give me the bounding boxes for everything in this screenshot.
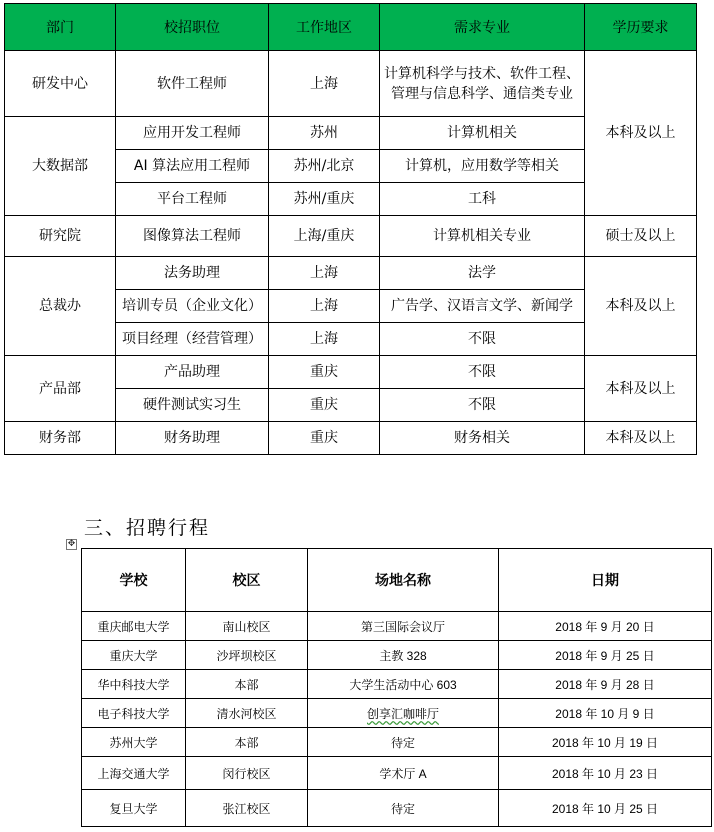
major-cell	[380, 51, 585, 117]
position-cell: 图像算法工程师	[116, 216, 269, 257]
education-cell: 硕士及以上	[585, 216, 697, 257]
venue-text-spellcheck[interactable]: 创享汇咖啡厅	[366, 706, 439, 721]
venue-cell: 主教 328	[308, 641, 499, 670]
header-work-area: 工作地区	[269, 4, 380, 51]
venue-cell: 学术厅 A	[308, 757, 499, 790]
position-cell: 培训专员（企业文化）	[116, 290, 269, 323]
major-cell: 法学	[380, 257, 585, 290]
major-cell: 工科	[380, 183, 585, 216]
venue-cell: 第三国际会议厅	[308, 612, 499, 641]
table-row	[5, 216, 697, 257]
position-cell: 应用开发工程师	[116, 117, 269, 150]
header-school: 学校	[82, 549, 186, 612]
table-row	[82, 670, 712, 699]
position-cell: 财务助理	[116, 422, 269, 455]
venue-cell: 大学生活动中心 603	[308, 670, 499, 699]
table-row	[5, 356, 697, 389]
campus-cell: 本部	[186, 670, 308, 699]
major-cell: 计算机相关专业	[380, 216, 585, 257]
area-cell: 上海	[269, 51, 380, 117]
school-cell: 重庆大学	[82, 641, 186, 670]
department-cell: 大数据部	[5, 117, 116, 216]
area-cell: 重庆	[269, 356, 380, 389]
date-cell: 2018 年 10 月 19 日	[499, 728, 712, 757]
schedule-header-row	[82, 549, 712, 612]
major-cell: 计算机相关	[380, 117, 585, 150]
position-cell: 软件工程师	[116, 51, 269, 117]
major-cell: 不限	[380, 389, 585, 422]
header-campus: 校区	[186, 549, 308, 612]
major-cell: 广告学、汉语言文学、新闻学	[380, 290, 585, 323]
table-row	[5, 422, 697, 455]
table-row	[82, 641, 712, 670]
area-cell: 苏州/重庆	[269, 183, 380, 216]
area-cell: 上海	[269, 290, 380, 323]
position-cell: 产品助理	[116, 356, 269, 389]
table-row	[82, 699, 712, 728]
campus-cell: 张江校区	[186, 790, 308, 827]
venue-cell	[308, 699, 499, 728]
area-cell: 上海	[269, 257, 380, 290]
area-cell: 重庆	[269, 389, 380, 422]
school-cell: 苏州大学	[82, 728, 186, 757]
campus-cell: 本部	[186, 728, 308, 757]
area-cell: 上海/重庆	[269, 216, 380, 257]
school-cell: 电子科技大学	[82, 699, 186, 728]
header-department: 部门	[5, 4, 116, 51]
education-cell: 本科及以上	[585, 422, 697, 455]
school-cell: 复旦大学	[82, 790, 186, 827]
header-date: 日期	[499, 549, 712, 612]
school-cell: 重庆邮电大学	[82, 612, 186, 641]
date-cell: 2018 年 10 月 23 日	[499, 757, 712, 790]
table-row	[82, 728, 712, 757]
campus-cell: 沙坪坝校区	[186, 641, 308, 670]
date-cell: 2018 年 9 月 25 日	[499, 641, 712, 670]
position-cell: 项目经理（经营管理）	[116, 323, 269, 356]
table-row	[82, 612, 712, 641]
positions-header-row	[5, 4, 697, 51]
table-row	[82, 790, 712, 827]
campus-cell: 闵行校区	[186, 757, 308, 790]
position-cell: AI 算法应用工程师	[116, 150, 269, 183]
school-cell: 上海交通大学	[82, 757, 186, 790]
major-cell: 财务相关	[380, 422, 585, 455]
position-cell: 法务助理	[116, 257, 269, 290]
header-position: 校招职位	[116, 4, 269, 51]
header-major: 需求专业	[380, 4, 585, 51]
table-row	[5, 257, 697, 290]
position-cell: 硬件测试实习生	[116, 389, 269, 422]
department-cell: 总裁办	[5, 257, 116, 356]
venue-cell: 待定	[308, 728, 499, 757]
table-row	[5, 51, 697, 117]
area-cell: 上海	[269, 323, 380, 356]
date-cell: 2018 年 10 月 25 日	[499, 790, 712, 827]
education-cell: 本科及以上	[585, 51, 697, 216]
date-cell: 2018 年 9 月 28 日	[499, 670, 712, 699]
position-cell: 平台工程师	[116, 183, 269, 216]
major-cell: 不限	[380, 323, 585, 356]
campus-cell: 清水河校区	[186, 699, 308, 728]
header-education: 学历要求	[585, 4, 697, 51]
header-venue: 场地名称	[308, 549, 499, 612]
department-cell: 研发中心	[5, 51, 116, 117]
venue-cell: 待定	[308, 790, 499, 827]
date-cell: 2018 年 10 月 9 日	[499, 699, 712, 728]
department-cell: 财务部	[5, 422, 116, 455]
move-handle-icon[interactable]: ✥	[67, 539, 76, 549]
department-cell: 研究院	[5, 216, 116, 257]
major-line: 计算机科学与技术、软件工程、	[384, 65, 580, 82]
area-cell: 苏州/北京	[269, 150, 380, 183]
campus-cell: 南山校区	[186, 612, 308, 641]
area-cell: 重庆	[269, 422, 380, 455]
major-line: 管理与信息科学、通信类专业	[391, 85, 573, 102]
section-title: 三、招聘行程	[84, 517, 211, 539]
area-cell: 苏州	[269, 117, 380, 150]
department-cell: 产品部	[5, 356, 116, 422]
major-cell: 不限	[380, 356, 585, 389]
major-cell: 计算机，应用数学等相关	[380, 150, 585, 183]
date-cell: 2018 年 9 月 20 日	[499, 612, 712, 641]
education-cell: 本科及以上	[585, 356, 697, 422]
school-cell: 华中科技大学	[82, 670, 186, 699]
table-row	[82, 757, 712, 790]
positions-table	[4, 3, 697, 455]
education-cell: 本科及以上	[585, 257, 697, 356]
schedule-table	[81, 548, 712, 827]
